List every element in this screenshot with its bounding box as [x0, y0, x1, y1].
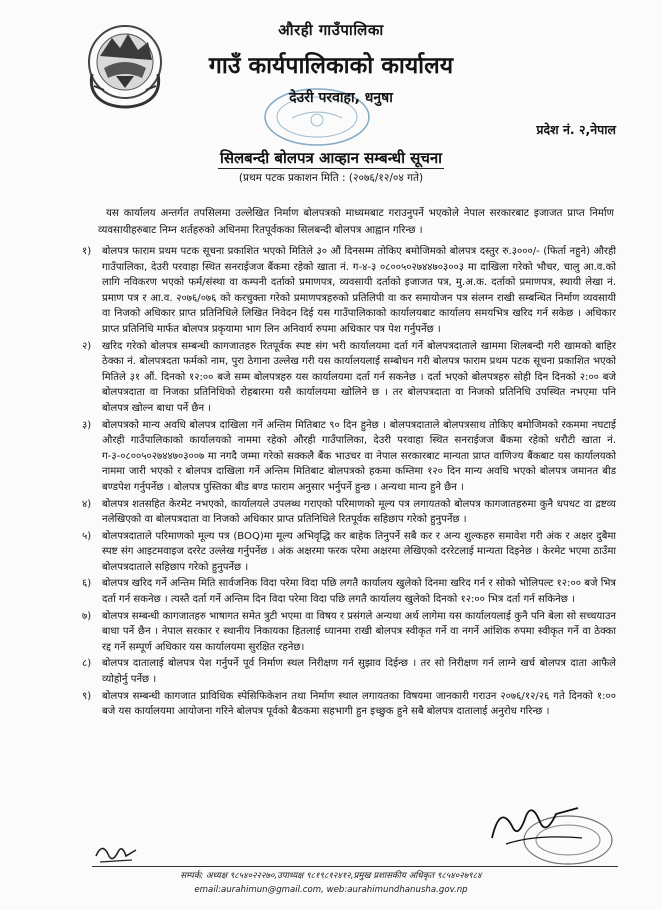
office-title: गाउँ कार्यपालिकाको कार्यालय [208, 53, 454, 79]
term-item [82, 244, 616, 338]
term-item [82, 497, 616, 528]
term-number: ७) [82, 610, 92, 622]
footer-email: email:aurahimun@gmail.com, web:aurahimundhanusha.gov.np [194, 885, 468, 895]
term-item [82, 339, 616, 417]
office-name: औरही गाउँपालिका [278, 21, 384, 39]
publication-date: (प्रथम पटक प्रकाशन मिति : (२०७६/१२/०४ गते) [238, 172, 424, 184]
term-text: बोलपत्रदाताले परिमाणको मूल्य पत्र (BOQ)मा मूल्य अभिवृद्धि कर बाहेक तिनुपर्ने सबै कर र अन्य शुल्कहरु समावेश गरी अंक र अक्षर दुबैमा स्पष्ट संग आइटमवाइज दररेट उल्लेख गर्नुपर्नेछ । अंक अक्षरमा फरक परेमा अक्षरमा लेखिएको दररेटलाई मान्यता दिइनेछ । केरमेट भएमा ठाउँमा बोलपत्रदाताले सहिछाप गरेको हुनुपर्नेछ । [102, 530, 616, 573]
officer-signature-icon [486, 798, 596, 852]
term-text: बोलपत्र दातालाई बोलपत्र पेश गर्नुपर्ने पूर्व निर्माण स्थल निरीक्षण गर्न सुझाव दिईन्छ । तर सो निरीक्षण गर्न लाग्ने खर्च बोलपत्र दाता आफैले व्योहोर्नु पर्नेछ । [102, 658, 616, 686]
initial-signature-icon [92, 838, 144, 868]
term-text: बोलपत्र शतसहित केरमेट नभएको, कार्यालयले उपलब्ध गराएको परिमाणको मूल्य पत्र लगायतको बोलपत्र कागजातहरुमा कुनै धपधट वा द्रष्टव्य नलेखिएको वा बोलपत्रदाता वा निजको अधिकार प्राप्त प्रतिनिधिले रितपूर्वक सहिछाप गरेको हुनुपर्नेछ । [102, 498, 616, 526]
term-number: ९) [82, 690, 92, 702]
footer-divider [92, 866, 618, 867]
intro-paragraph: यस कार्यालय अन्तर्गत तपसिलमा उल्लेखित निर्माण बोलपत्रको माध्यमबाट गराउनुपर्ने भएकोले नेपाल सरकारबाट इजाजत प्राप्त निर्माण व्यवसायीहरुबाट निम्न शर्तहरुको अधिनमा रितपूर्वकका सिलबन्दी बोलपत्र आह्वान गरिन्छ । [98, 208, 614, 236]
term-number: ५) [82, 530, 92, 542]
term-text: बोलपत्र सम्बन्धी कागजात प्राविधिक स्पेसिफिकेशन तथा निर्माण स्थाल लगायतका विषयमा जानकारी गराउन २०७६/१२/२६ गते दिनको १:०० बजे यस कार्यालयमा आयोजना गरिने बोलपत्र पूर्वको बैठकमा सहभागी हुन इच्छुक हुने सबै बोलपत्र दातालाई अनुरोध गरिन्छ । [102, 690, 616, 718]
term-number: ४) [82, 498, 92, 510]
term-text: बोलपत्रको मान्य अवधि बोलपत्र दाखिला गर्ने अन्तिम मितिबाट ९० दिन हुनेछ । बोलपत्रदाताले बोलपत्रसाथ तोकिए बमोजिमको रकममा नघटाई औरही गाउँपालिकाको कार्यालयको नाममा रहेको औरही गाउँपालिका, देउरी परवाहा स्थित सनराईजज बैंकमा रहेको धरौटी खाता नं. ग-३-०८००५०२७४४७०३००७ मा नगदै जम्मा गरेको सक्कलै बैंक भाउचर वा नेपाल सरकारबाट मान्यता प्राप्त वाणिज्य बैंकबाट यस कार्यालयको नाममा जारी भएको र बोलपत्र दाखिला गर्ने अन्तिम मितिबाट बोलपत्रको हकमा कम्तिमा १२० दिन मान्य अवधि भएको बोलपत्र जमानत बीड बण्डपेश गर्नुपर्नेछ । बोलपत्र पुस्तिका बीड बण्ड फाराम अनुसार भर्नुपर्ने हुन्छ । अन्यथा मान्य हुने छैन । [102, 419, 616, 493]
terms-list [82, 244, 616, 721]
notice-title-text: सिलबन्दी बोलपत्र आव्हान सम्बन्धी सूचना [219, 149, 443, 167]
province-label: प्रदेश नं. २,नेपाल [536, 122, 616, 137]
term-text: खरिद गरेको बोलपत्र सम्बन्धी कागजातहरु रितपूर्वक स्पष्ट संग भरी कार्यालयमा दर्ता गर्ने बोलपत्रदाताले खाममा शिलबन्दी गरी खामको बाहिर ठेक्का नं. बोलपत्रदता फर्मको नाम, पुरा ठेगाना उल्लेख गरी यस कार्यालयलाई सम्बोधन गरी बोलपत्र फाराम प्रथम पटक सूचना प्रकाशित भएको मितिले ३१ औं. दिनको १२:०० बजे सम्म बोलपत्रहरु यस कार्यालयमा दर्ता गर्न सकनेछ । दर्ता भएको बोलपत्रहरु सोही दिन दिनको २:०० बजे बोलपत्रदाता वा निजका प्रतिनिधिको रोहबारमा यसै कार्यालयमा खोलिने छ । तर बोलपत्रदाता वा निजको प्रतिनिधि उपस्थित नभएमा पनि बोलपत्र खोल्न बाधा पर्ने छैन । [102, 340, 616, 414]
term-text: बोलपत्र फाराम प्रथम पटक सूचना प्रकाशित भएको मितिले ३० औं दिनसम्म तोकिए बमोजिमको बोलपत्र दस्तुर रु.३०००/- (फिर्ता नहुने) औरही गाउँपालिका, देउरी परवाहा स्थित सनराईजज बैंकमा रहेको खाता नं. ग-४-३ ०८००५०२७४४७०३००३ मा दाखिला गरेको भौचर, चालु आ.व.को लागि नविकरण भएको फर्म/संस्था वा कम्पनी दर्ताको प्रमाणपत्र, व्यवसायी दर्ताको इजाजत पत्र, मु.अ.क. दर्ताको प्रमाणपत्र, स्थायी लेखा नं. प्रमाण पत्र र आ.व. २०७६/०७६ को करचुक्ता गरेको प्रमाणपत्रहरुको प्रतिलिपी वा कर समायोजन पत्र संलग्न राखी सम्बन्धित निर्माण व्यवसायी वा निजको अधिकार प्राप्त प्रतिनिधिले लिखित निवेदन दिई यस गाउँपालिकाको कार्यालयबाट कार्यालय समयभित्र खरिद गर्न सकेछ । अधिकार प्राप्त प्रतिनिधि मार्फत बोलपत्र प्रकृयामा भाग लिन अनिवार्य रुपमा अधिकार पत्र पेश गर्नुपर्नेछ । [102, 246, 616, 335]
term-number: २) [82, 340, 92, 352]
term-text: बोलपत्र सम्बन्धी कागजातहरु भाषागत समेत त्रुटी भएमा वा विषय र प्रसंगले अन्यथा अर्थ लागेमा यस कार्यालयलाई कुनै पनि बेला सो सच्चयाउन बाधा पर्ने छैन । नेपाल सरकार र स्थानीय निकायका हितलाई ध्यानमा राखी बोलपत्र स्वीकृत गर्ने वा नगर्ने आंशिक रुपमा स्वीकृत गर्ने वा ठेक्का रद्द गर्ने सम्पूर्ण अधिकार यस कार्यालयमा सुरक्षित रहनेछ। [102, 610, 616, 653]
term-number: १) [82, 246, 92, 257]
term-item [82, 576, 616, 607]
term-number: ३) [82, 419, 92, 431]
term-item [82, 529, 616, 576]
notice-title [0, 148, 662, 168]
term-item [82, 656, 616, 687]
footer-contact: सम्पर्क: अध्यक्ष ९८५४०२२२७०,उपाध्यक्ष ९८१९८१२४१२,प्रमुख प्रशासकीय अधिकृत ९८५४०२७९८४ [180, 871, 482, 881]
office-address: देउरी परवाहा, धनुषा [289, 90, 393, 106]
term-text: बोलपत्र खरिद गर्ने अन्तिम मिति सार्वजनिक विदा परेमा विदा पछि लगतै कार्यालय खुलेको दिनमा खरिद गर्न र सोको भोलिपल्ट १२:०० बजे भित्र दर्ता गर्न सकनेछ । त्यस्तै दर्ता गर्ने अन्तिम दिन विदा परेमा विदा पछि लगतै कार्यालय खुलेको दिनको १२:०० भित्र दर्ता गर्न सकिनेछ । [102, 578, 616, 606]
term-item [82, 418, 616, 496]
term-item [82, 689, 616, 720]
term-number: ८) [82, 658, 92, 670]
term-number: ६) [82, 578, 92, 590]
term-item [82, 609, 616, 656]
